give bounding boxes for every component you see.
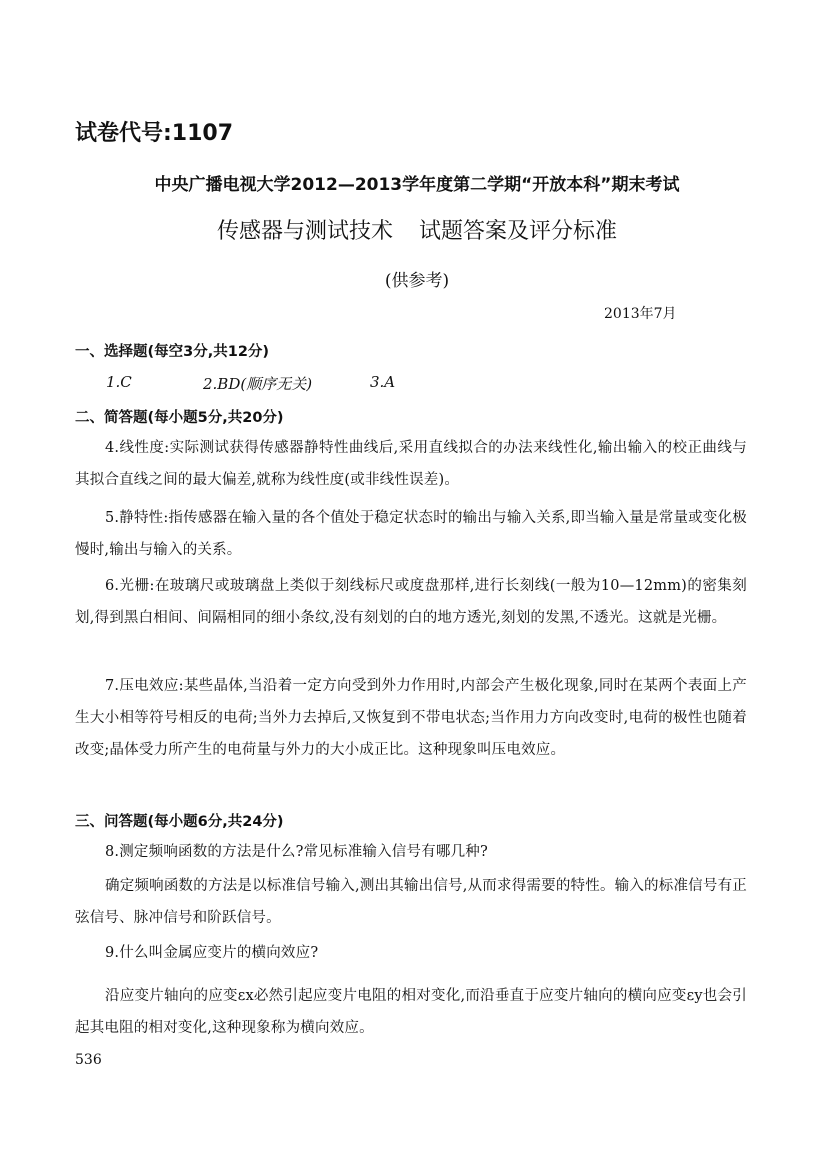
document-date: 2013年7月: [604, 306, 677, 322]
section-1-heading: 一、选择题(每空3分,共12分): [75, 344, 270, 360]
question-9: 9.什么叫金属应变片的横向效应?: [105, 945, 319, 961]
answer-9: 沿应变片轴向的应变εx必然引起应变片电阻的相对变化,而沿垂直于应变片轴向的横向应变εy也会引起其电阻的相对变化,这种现象称为横向效应。: [75, 988, 747, 1036]
page-number: 536: [75, 1052, 102, 1068]
answer-2: 2.BD(顺序无关): [203, 375, 313, 393]
answer-3: 3.A: [370, 373, 396, 391]
question-8: 8.测定频响函数的方法是什么?常见标准输入信号有哪几种?: [105, 844, 488, 860]
exam-code: 试卷代号:1107: [75, 121, 234, 146]
section-3-heading: 三、问答题(每小题6分,共24分): [75, 814, 284, 830]
document-subtitle: (供参考): [384, 271, 450, 291]
answer-1: 1.C: [106, 373, 132, 391]
title-subject: 传感器与测试技术: [216, 219, 393, 244]
answer-8: 确定频响函数的方法是以标准信号输入,测出其输出信号,从而求得需要的特性。输入的标准信号有正弦信号、脉冲信号和阶跃信号。: [75, 878, 747, 926]
item-6-grating: 6.光栅:在玻璃尺或玻璃盘上类似于刻线标尺或度盘那样,进行长刻线(一般为10—12mm)的密集刻划,得到黑白相间、间隔相同的细小条纹,没有刻划的白的地方透光,刻划的发黑,不透光。这就是光栅。: [75, 578, 747, 626]
item-7-piezoelectric-effect: 7.压电效应:某些晶体,当沿着一定方向受到外力作用时,内部会产生极化现象,同时在某两个表面上产生大小相等符号相反的电荷;当外力去掉后,又恢复到不带电状态;当作用力方向改变时,电荷的极性也随着改变;晶体受力所产生的电荷量与外力的大小成正比。这种现象叫压电效应。: [75, 678, 747, 758]
document-title: [0, 214, 834, 245]
item-4-linearity: 4.线性度:实际测试获得传感器静特性曲线后,采用直线拟合的办法来线性化,输出输入的校正曲线与其拟合直线之间的最大偏差,就称为线性度(或非线性误差)。: [75, 440, 747, 488]
exam-header: 中央广播电视大学2012—2013学年度第二学期“开放本科”期末考试: [154, 175, 680, 195]
section-2-heading: 二、简答题(每小题5分,共20分): [75, 410, 284, 426]
title-type: 试题答案及评分标准: [419, 219, 618, 244]
item-5-static-characteristic: 5.静特性:指传感器在输入量的各个值处于稳定状态时的输出与输入关系,即当输入量是常量或变化极慢时,输出与输入的关系。: [75, 510, 747, 558]
